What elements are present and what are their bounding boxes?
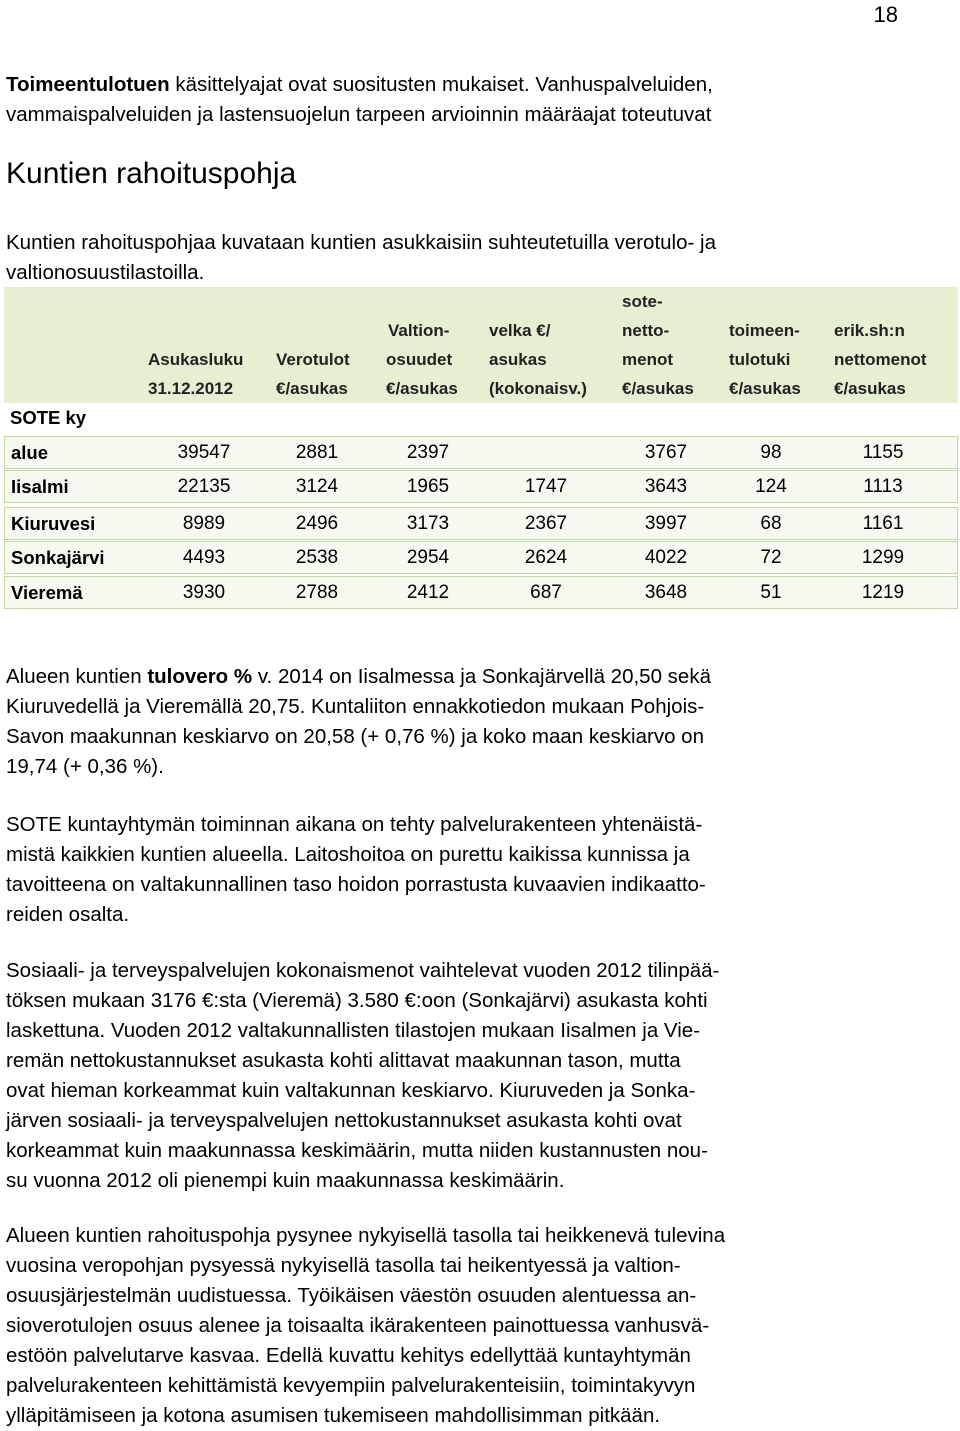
cell-verotulot: 2496 <box>295 513 339 534</box>
cell-valtionosuudet: 2954 <box>406 547 450 568</box>
header-line: (kokonaisv.) <box>489 379 587 398</box>
cell-verotulot: 2788 <box>295 582 339 603</box>
header-asukasluku <box>148 345 243 403</box>
header-line: Asukasluku <box>148 350 244 369</box>
costs-line: remän nettokustannukset asukasta kohti alittavat maakunnan tason, mutta <box>6 1049 681 1072</box>
cell-toimeentulotuki: 72 <box>760 547 782 568</box>
header-line: €/asukas <box>834 379 906 398</box>
cell-toimeentulotuki: 98 <box>760 442 782 463</box>
cell-toimeentulotuki: 51 <box>760 582 782 603</box>
cell-asukasluku: 3930 <box>182 582 226 603</box>
header-erik-nettomenot <box>834 316 927 403</box>
finance-table <box>4 287 958 609</box>
page-number: 18 <box>873 2 898 27</box>
outlook-line: Alueen kuntien rahoituspohja pysynee nykyisellä tasolla tai heikkenevä tulevina <box>6 1224 726 1247</box>
cell-valtionosuudet: 2397 <box>406 442 450 463</box>
table-row <box>4 507 958 540</box>
table-row <box>4 541 958 574</box>
costs-line: su vuonna 2012 oli pienempi kuin maakunnassa keskimäärin. <box>6 1169 565 1192</box>
header-line: sote- <box>622 292 663 311</box>
intro-paragraph <box>6 70 951 130</box>
costs-line: ovat hieman korkeammat kuin valtakunnan keskiarvo. Kiuruveden ja Sonka- <box>6 1079 696 1102</box>
row-name: Kiuruvesi <box>11 513 96 534</box>
outlook-line: palvelurakenteen kehittämistä kevyempiin palvelurakenteisiin, toimintakyvyn <box>6 1374 696 1397</box>
tax-line: Kiuruvedellä ja Vieremällä 20,75. Kuntaliiton ennakkotiedon mukaan Pohjois- <box>6 695 705 718</box>
sote-line: tavoitteena on valtakunnallinen taso hoidon porrastusta kuvaavien indikaatto- <box>6 873 706 896</box>
outlook-line: osuusjärjestelmän uudistuessa. Työikäisen väestön osuuden alentuessa an- <box>6 1284 697 1307</box>
cell-valtionosuudet: 1965 <box>406 476 450 497</box>
cell-velka: 1747 <box>524 476 568 497</box>
cell-asukasluku: 22135 <box>177 476 231 497</box>
row-name: Iisalmi <box>11 476 69 497</box>
row-name: Vieremä <box>11 582 83 603</box>
header-line: Valtion- <box>388 321 450 340</box>
header-line: €/asukas <box>622 379 694 398</box>
outlook-line: sioverotulojen osuus alenee ja toisaalta ikärakenteen painottuessa vanhusvä- <box>6 1314 710 1337</box>
cell-sote-nettomenot: 3767 <box>644 442 688 463</box>
outlook-paragraph <box>6 1221 951 1431</box>
intro-line2: vammaispalveluiden ja lastensuojelun tarpeen arvioinnin määräajat toteutuvat <box>6 103 712 126</box>
cell-asukasluku: 39547 <box>177 442 231 463</box>
tax-line: 19,74 (+ 0,36 %). <box>6 755 164 778</box>
header-line: netto- <box>622 321 670 340</box>
costs-line: järven sosiaali- ja terveyspalvelujen nettokustannukset asukasta kohti ovat <box>6 1109 682 1132</box>
cell-velka: 2624 <box>524 547 568 568</box>
row-name: alue <box>11 442 49 463</box>
sote-line: SOTE kuntayhtymän toiminnan aikana on tehty palvelurakenteen yhtenäistä- <box>6 813 703 836</box>
table-row <box>4 576 958 609</box>
cell-velka: 687 <box>530 582 562 603</box>
sote-line: mistä kaikkien kuntien alueella. Laitoshoitoa on purettu kaikissa kunnissa ja <box>6 843 690 866</box>
intro-line1-rest: käsittelyajat ovat suositusten mukaiset. Vanhuspalveluiden, <box>169 73 713 96</box>
header-line: nettomenot <box>834 350 927 369</box>
intro-bold-lead: Toimeentulotuen <box>6 73 170 96</box>
header-line: velka €/ <box>489 321 551 340</box>
cell-erik-nettomenot: 1219 <box>861 582 905 603</box>
row-name: Sonkajärvi <box>11 547 105 568</box>
table-row <box>4 470 958 503</box>
header-line: toimeen- <box>729 321 800 340</box>
cell-verotulot: 3124 <box>295 476 339 497</box>
section-heading: Kuntien rahoituspohja <box>6 157 297 190</box>
header-line: tulotuki <box>729 350 791 369</box>
costs-line: Sosiaali- ja terveyspalvelujen kokonaismenot vaihtelevat vuoden 2012 tilinpää- <box>6 959 720 982</box>
tax-pre: Alueen kuntien <box>6 665 148 688</box>
header-line: Verotulot <box>276 350 350 369</box>
lead-line1: Kuntien rahoituspohjaa kuvataan kuntien asukkaisiin suhteutetuilla verotulo- ja <box>6 231 716 254</box>
header-velka <box>489 316 587 403</box>
header-line: €/asukas <box>276 379 348 398</box>
cell-verotulot: 2538 <box>295 547 339 568</box>
cell-toimeentulotuki: 124 <box>755 476 787 497</box>
costs-line: laskettuna. Vuoden 2012 valtakunnallisten tilastojen mukaan Iisalmen ja Vie- <box>6 1019 701 1042</box>
cell-asukasluku: 4493 <box>182 547 226 568</box>
outlook-line: estöön palvelutarve kasvaa. Edellä kuvattu kehitys edellyttää kuntayhtymän <box>6 1344 691 1367</box>
cell-sote-nettomenot: 3643 <box>644 476 688 497</box>
cell-sote-nettomenot: 4022 <box>644 547 688 568</box>
cell-verotulot: 2881 <box>295 442 339 463</box>
cell-erik-nettomenot: 1161 <box>862 513 904 534</box>
cell-erik-nettomenot: 1155 <box>862 442 904 463</box>
sote-line: reiden osalta. <box>6 903 130 926</box>
lead-line2: valtionosuustilastoilla. <box>6 261 205 284</box>
header-line: €/asukas <box>729 379 801 398</box>
header-line: erik.sh:n <box>834 321 905 340</box>
costs-paragraph <box>6 956 951 1196</box>
tax-paragraph <box>6 662 951 782</box>
cell-asukasluku: 8989 <box>182 513 226 534</box>
header-line: menot <box>622 350 673 369</box>
cell-valtionosuudet: 2412 <box>406 582 450 603</box>
outlook-line: vuosina veropohjan pysyessä nykyisellä tasolla tai heikentyessä ja valtion- <box>6 1254 681 1277</box>
sote-paragraph <box>6 810 951 930</box>
cell-toimeentulotuki: 68 <box>760 513 782 534</box>
header-toimeentulotuki <box>729 316 801 403</box>
cell-velka: 2367 <box>524 513 568 534</box>
header-line: osuudet <box>386 350 453 369</box>
header-valtionosuudet <box>386 316 458 403</box>
table-group-label: SOTE ky <box>10 407 87 428</box>
header-line: €/asukas <box>386 379 458 398</box>
tax-line: Savon maakunnan keskiarvo on 20,58 (+ 0,76 %) ja koko maan keskiarvo on <box>6 725 704 748</box>
outlook-line: ylläpitämiseen ja kotona asumisen tukemiseen mahdollisimman pitkään. <box>6 1404 661 1427</box>
cell-sote-nettomenot: 3997 <box>644 513 688 534</box>
cell-valtionosuudet: 3173 <box>406 513 450 534</box>
tax-bold: tulovero % <box>147 665 253 688</box>
header-line: 31.12.2012 <box>148 379 234 398</box>
cell-erik-nettomenot: 1113 <box>863 476 903 497</box>
table-row <box>4 436 958 469</box>
tax-post: v. 2014 on Iisalmessa ja Sonkajärvellä 20,50 sekä <box>252 665 711 688</box>
costs-line: korkeammat kuin maakunnassa keskimäärin, mutta niiden kustannusten nou- <box>6 1139 708 1162</box>
lead-paragraph <box>6 228 951 288</box>
cell-erik-nettomenot: 1299 <box>861 547 905 568</box>
header-sote-nettomenot <box>622 287 694 403</box>
costs-line: töksen mukaan 3176 €:sta (Vieremä) 3.580 €:oon (Sonkajärvi) asukasta kohti <box>6 989 708 1012</box>
header-line: asukas <box>489 350 547 369</box>
header-verotulot <box>276 345 350 403</box>
cell-sote-nettomenot: 3648 <box>644 582 688 603</box>
